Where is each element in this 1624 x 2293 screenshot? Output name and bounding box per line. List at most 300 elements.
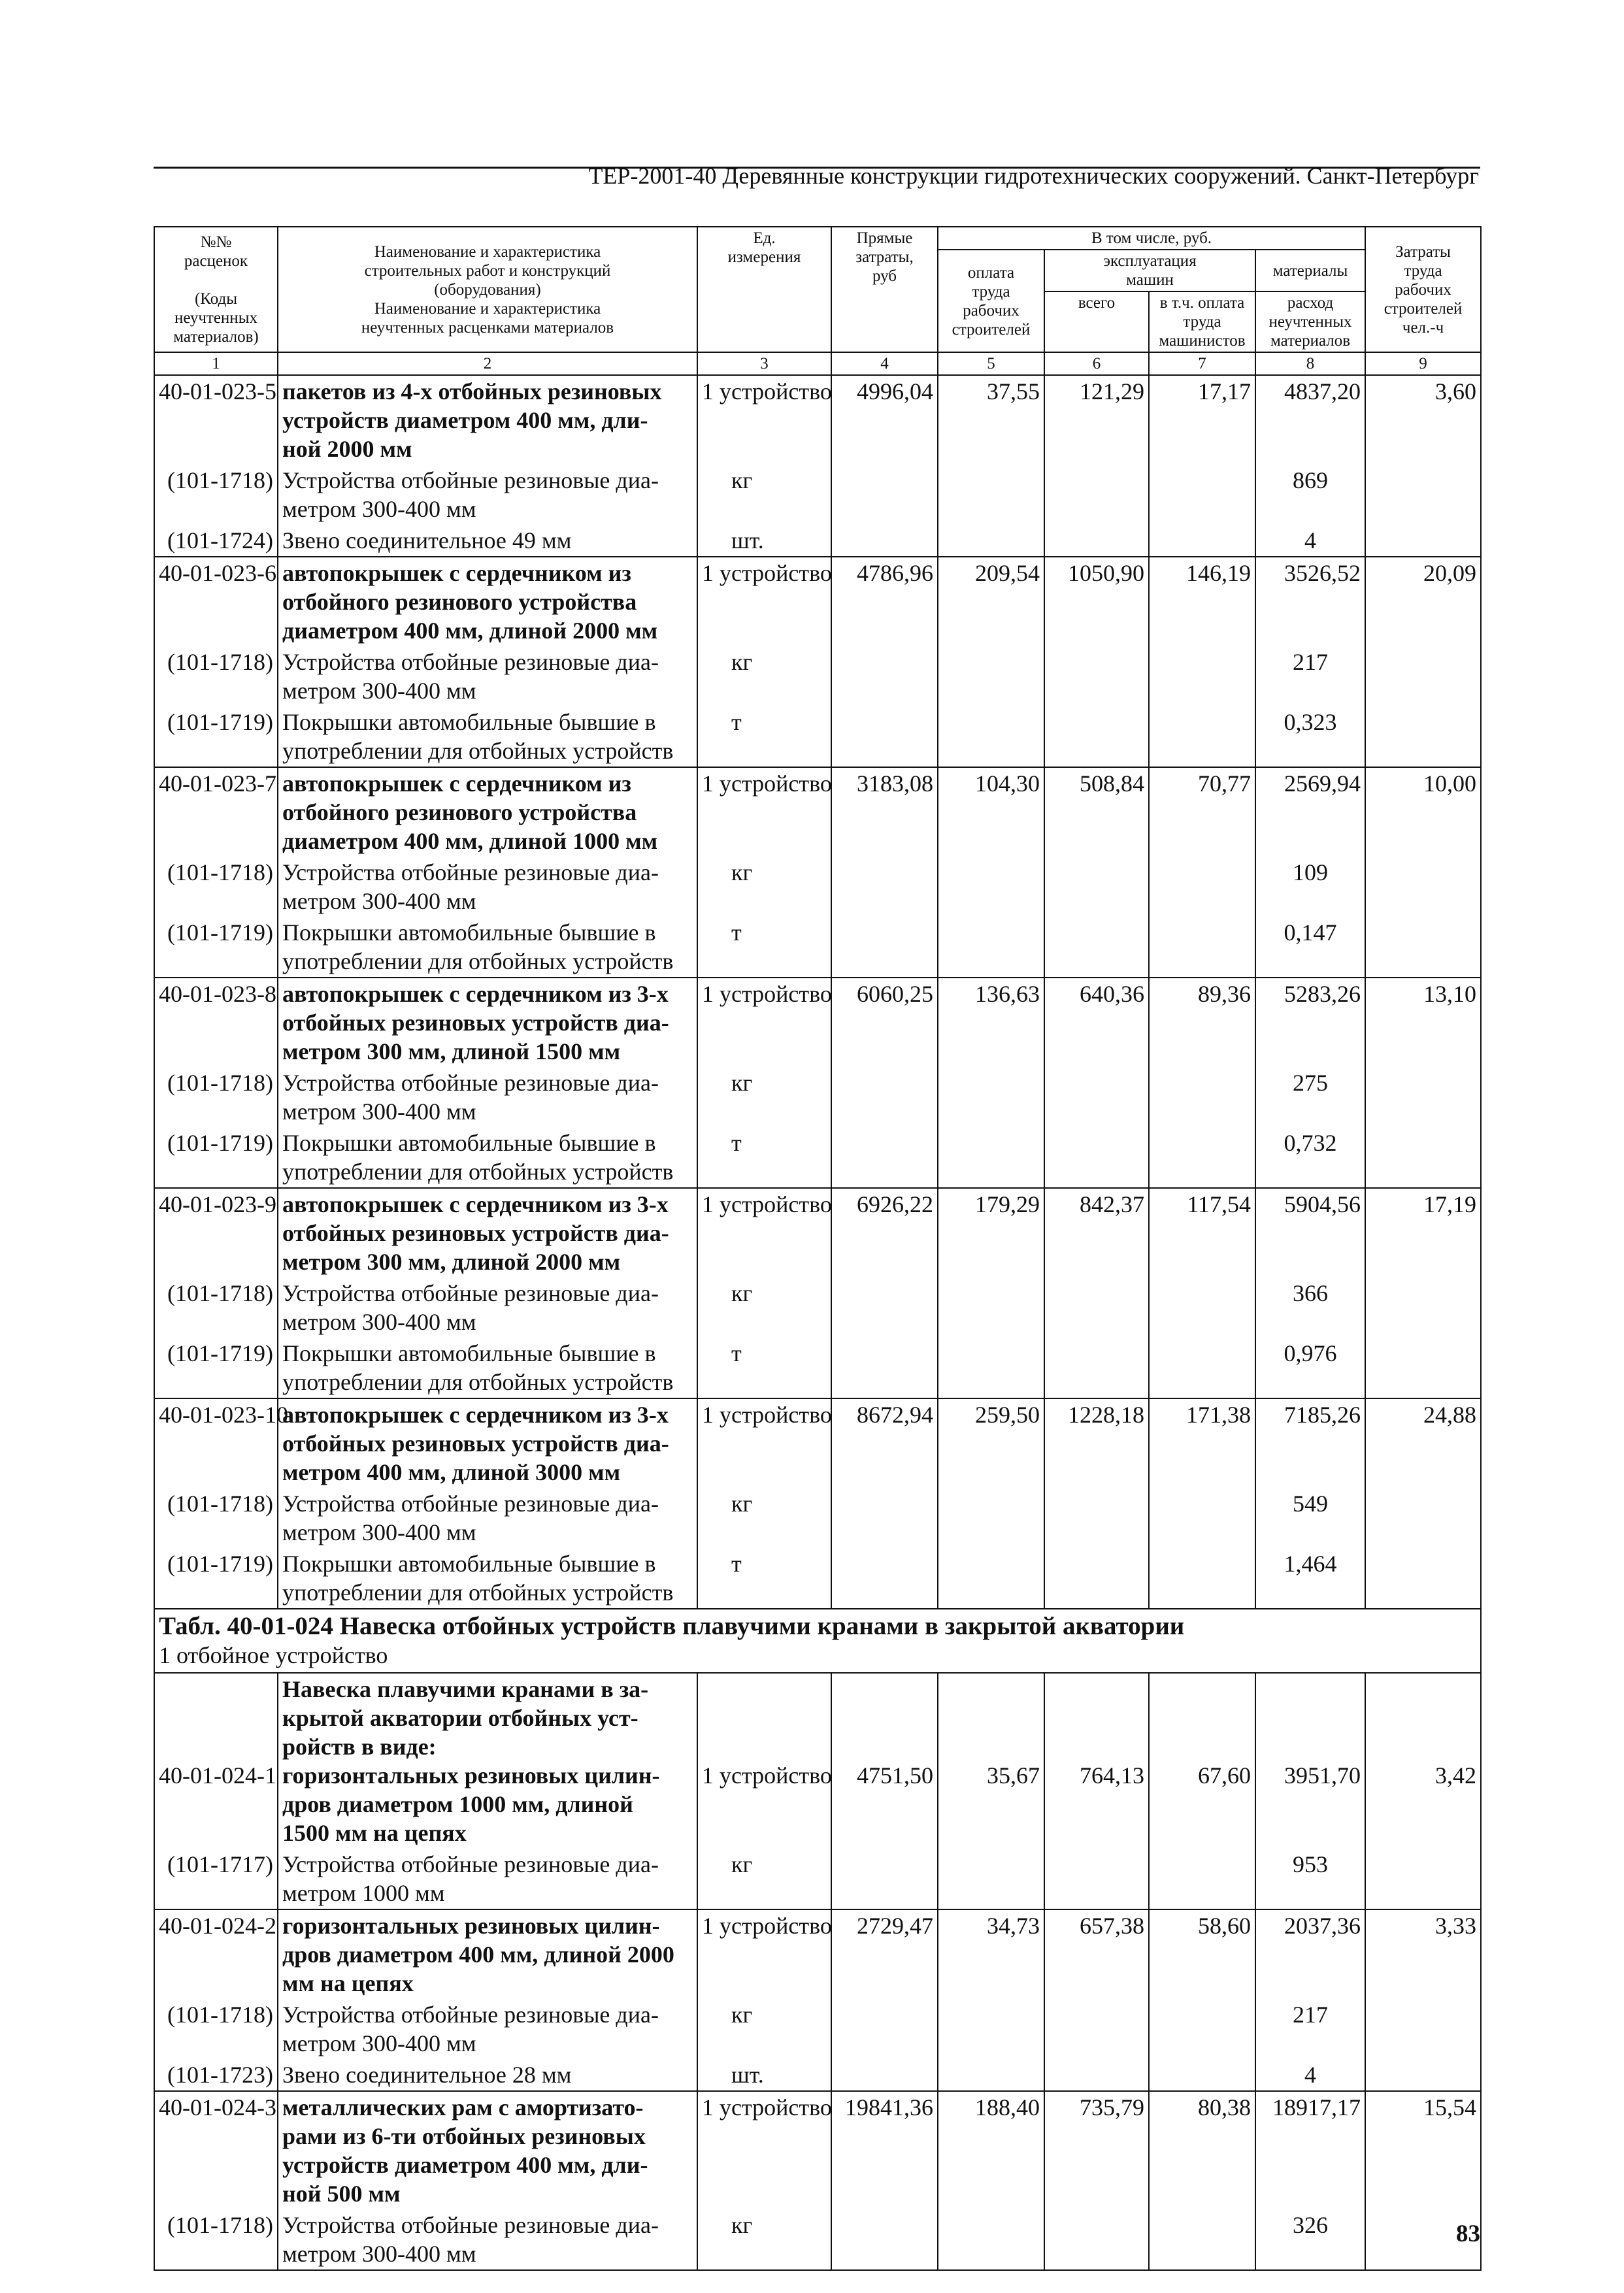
material-row bbox=[154, 525, 1481, 557]
rate-row bbox=[154, 1909, 1481, 1999]
empty-cell bbox=[1149, 1849, 1255, 1909]
spacer bbox=[942, 1675, 1040, 1704]
spacer bbox=[1260, 1704, 1361, 1732]
value: 4837,20 bbox=[1284, 378, 1361, 404]
labor-hours bbox=[1365, 375, 1481, 465]
value: 640,36 bbox=[1080, 981, 1144, 1007]
empty-cell bbox=[1044, 1999, 1149, 2059]
value: 3526,52 bbox=[1284, 560, 1361, 586]
col-mat-qty-header bbox=[1255, 291, 1365, 352]
spacer bbox=[157, 271, 275, 289]
running-header: ТЕР-2001-40 Деревянные конструкции гидротехнических сооружений. Санкт-Петербург bbox=[588, 163, 1479, 189]
text-line: материалов) bbox=[173, 328, 259, 346]
material-unit: т bbox=[697, 1127, 831, 1188]
material-row bbox=[154, 646, 1481, 706]
text-line: диаметром 400 мм, длиной 1000 мм bbox=[282, 828, 658, 854]
text-line: ной 2000 мм bbox=[282, 436, 412, 462]
spacer bbox=[1049, 1704, 1144, 1732]
empty-cell bbox=[1149, 1338, 1255, 1398]
material-qty: 1,464 bbox=[1255, 1548, 1365, 1609]
code-text: 40-01-024-1 bbox=[159, 1762, 276, 1789]
rate-name bbox=[278, 1188, 697, 1278]
empty-cell bbox=[1365, 857, 1481, 917]
material-qty: 0,976 bbox=[1255, 1338, 1365, 1398]
material-unit: шт. bbox=[697, 525, 831, 557]
empty-cell bbox=[1149, 2059, 1255, 2091]
col-number: 3 bbox=[697, 352, 831, 375]
machinist-wage bbox=[1149, 2091, 1255, 2209]
material-code: (101-1718) bbox=[154, 2209, 278, 2270]
material-qty: 4 bbox=[1255, 2059, 1365, 2091]
col-number: 8 bbox=[1255, 352, 1365, 375]
text-line: Прямые bbox=[856, 229, 913, 247]
direct-cost bbox=[831, 1909, 938, 1999]
text-line: строителей bbox=[952, 320, 1031, 338]
direct-cost bbox=[831, 2091, 938, 2209]
direct-cost bbox=[831, 1188, 938, 1278]
empty-cell bbox=[831, 2059, 938, 2091]
text-line: Устройства отбойные резиновые диа- bbox=[282, 1851, 659, 1877]
spacer bbox=[702, 1732, 827, 1761]
table-title-cell bbox=[154, 1609, 1481, 1673]
worker-wage bbox=[938, 1909, 1044, 1999]
empty-cell bbox=[831, 857, 938, 917]
value: 7185,26 bbox=[1284, 1402, 1361, 1428]
rate-unit bbox=[697, 1673, 831, 1849]
value: 1 устройство bbox=[702, 981, 832, 1007]
col-number: 6 bbox=[1044, 352, 1149, 375]
text-line: Устройства отбойные резиновые диа- bbox=[282, 1280, 659, 1306]
material-row bbox=[154, 465, 1481, 525]
text-line: употреблении для отбойных устройств bbox=[282, 1159, 674, 1185]
text-line: дров диаметром 400 мм, длиной 2000 bbox=[282, 1941, 674, 1968]
material-code: (101-1719) bbox=[154, 1127, 278, 1188]
header-row-1 bbox=[154, 227, 1481, 250]
material-qty: 109 bbox=[1255, 857, 1365, 917]
rate-name bbox=[278, 2091, 697, 2209]
direct-cost bbox=[831, 1398, 938, 1488]
value: 3,42 bbox=[1435, 1762, 1477, 1789]
text-line: расход bbox=[1287, 294, 1334, 312]
spacer bbox=[836, 1732, 933, 1761]
value: 136,63 bbox=[975, 981, 1040, 1007]
col-number: 2 bbox=[278, 352, 697, 375]
empty-cell bbox=[1044, 917, 1149, 978]
empty-cell bbox=[831, 706, 938, 767]
value: 1 устройство bbox=[702, 2094, 832, 2120]
text-line: метром 300 мм, длиной 2000 мм bbox=[282, 1249, 621, 1275]
col-wage-header bbox=[938, 250, 1044, 352]
material-name bbox=[278, 706, 697, 767]
value: 508,84 bbox=[1080, 770, 1144, 797]
material-name bbox=[278, 525, 697, 557]
rates-table bbox=[154, 226, 1482, 2271]
table-header bbox=[154, 227, 1481, 375]
text-line: дров диаметром 1000 мм, длиной bbox=[282, 1791, 633, 1817]
rate-row bbox=[154, 978, 1481, 1067]
value: 4786,96 bbox=[857, 560, 933, 586]
text-line: (оборудования) bbox=[434, 280, 541, 299]
value: 6926,22 bbox=[857, 1191, 933, 1217]
spacer bbox=[836, 1675, 933, 1704]
empty-cell bbox=[1044, 646, 1149, 706]
text-line: Покрышки автомобильные бывшие в bbox=[282, 919, 656, 946]
text-line: устройств диаметром 400 мм, дли- bbox=[282, 2152, 648, 2178]
col-number: 4 bbox=[831, 352, 938, 375]
material-row bbox=[154, 1488, 1481, 1548]
spacer bbox=[1260, 1675, 1361, 1704]
rate-code bbox=[154, 1673, 278, 1849]
text-line: оплата bbox=[967, 263, 1015, 282]
material-code: (101-1717) bbox=[154, 1849, 278, 1909]
material-code: (101-1718) bbox=[154, 646, 278, 706]
empty-cell bbox=[1365, 1849, 1481, 1909]
empty-cell bbox=[1149, 1999, 1255, 2059]
value: 67,60 bbox=[1198, 1762, 1251, 1789]
rate-code: 40-01-023-9 bbox=[154, 1188, 278, 1278]
rate-code: 40-01-023-10 bbox=[154, 1398, 278, 1488]
empty-cell bbox=[938, 1067, 1044, 1127]
page-number: 83 bbox=[1456, 2220, 1480, 2247]
value: 8672,94 bbox=[857, 1402, 933, 1428]
empty-cell bbox=[831, 525, 938, 557]
rate-name bbox=[278, 1909, 697, 1999]
machine-cost bbox=[1044, 375, 1149, 465]
empty-cell bbox=[1044, 1488, 1149, 1548]
spacer bbox=[1370, 1732, 1476, 1761]
text-line: крытой акватории отбойных уст- bbox=[282, 1705, 638, 1731]
material-cost bbox=[1255, 767, 1365, 857]
text-line: Ед. bbox=[753, 229, 776, 247]
text-line: Устройства отбойные резиновые диа- bbox=[282, 2002, 659, 2028]
material-row bbox=[154, 2209, 1481, 2270]
text-line: метром 300-400 мм bbox=[282, 2030, 476, 2056]
material-qty: 549 bbox=[1255, 1488, 1365, 1548]
value: 259,50 bbox=[975, 1402, 1040, 1428]
spacer bbox=[702, 1704, 827, 1732]
text-line: труда bbox=[1183, 313, 1221, 331]
direct-cost bbox=[831, 978, 938, 1067]
text-line: горизонтальных резиновых цилин- bbox=[282, 1913, 660, 1939]
rate-row bbox=[154, 2091, 1481, 2209]
material-qty: 0,147 bbox=[1255, 917, 1365, 978]
text-line: измерения bbox=[727, 248, 801, 266]
material-unit: т bbox=[697, 1338, 831, 1398]
empty-cell bbox=[1044, 2059, 1149, 2091]
rate-code: 40-01-023-6 bbox=[154, 557, 278, 646]
material-qty: 0,732 bbox=[1255, 1127, 1365, 1188]
header-row-numbers bbox=[154, 352, 1481, 375]
material-qty: 275 bbox=[1255, 1067, 1365, 1127]
text-line: употреблении для отбойных устройств bbox=[282, 1579, 674, 1606]
material-unit: т bbox=[697, 917, 831, 978]
value: 842,37 bbox=[1080, 1191, 1144, 1217]
text-line: метром 300-400 мм bbox=[282, 1309, 476, 1335]
text-line: метром 300-400 мм bbox=[282, 1519, 476, 1545]
worker-wage bbox=[938, 375, 1044, 465]
spacer bbox=[942, 1732, 1040, 1761]
value: 4996,04 bbox=[857, 378, 933, 404]
material-cost bbox=[1255, 1398, 1365, 1488]
value: 3951,70 bbox=[1284, 1762, 1361, 1789]
empty-cell bbox=[938, 1849, 1044, 1909]
text-line: мм на цепях bbox=[282, 1970, 414, 1996]
text-line: рабочих bbox=[1395, 280, 1451, 299]
header-rule bbox=[154, 167, 1480, 169]
material-name bbox=[278, 1849, 697, 1909]
empty-cell bbox=[1044, 1127, 1149, 1188]
text-line: труда bbox=[972, 282, 1010, 301]
material-code: (101-1723) bbox=[154, 2059, 278, 2091]
col-number: 9 bbox=[1365, 352, 1481, 375]
rate-row bbox=[154, 767, 1481, 857]
material-code: (101-1724) bbox=[154, 525, 278, 557]
empty-cell bbox=[831, 917, 938, 978]
text-line: отбойных резиновых устройств диа- bbox=[282, 1430, 669, 1457]
empty-cell bbox=[1044, 525, 1149, 557]
text-line: Устройства отбойные резиновые диа- bbox=[282, 859, 659, 885]
spacer bbox=[1370, 1704, 1476, 1732]
value: 104,30 bbox=[975, 770, 1040, 797]
rate-code: 40-01-023-7 bbox=[154, 767, 278, 857]
value: 20,09 bbox=[1423, 560, 1477, 586]
rate-name bbox=[278, 767, 697, 857]
material-unit: кг bbox=[697, 1278, 831, 1338]
value: 146,19 bbox=[1186, 560, 1251, 586]
material-qty: 4 bbox=[1255, 525, 1365, 557]
empty-cell bbox=[831, 1127, 938, 1188]
text-line: метром 300-400 мм bbox=[282, 496, 476, 522]
value: 34,73 bbox=[987, 1913, 1040, 1939]
text-line: Устройства отбойные резиновые диа- bbox=[282, 2212, 659, 2238]
col-direct-header bbox=[831, 227, 938, 352]
text-line: материалов bbox=[1270, 332, 1351, 350]
text-line: Покрышки автомобильные бывшие в bbox=[282, 1340, 656, 1366]
material-unit: кг bbox=[697, 1067, 831, 1127]
value: 58,60 bbox=[1198, 1913, 1251, 1939]
text-line: строителей bbox=[1384, 299, 1463, 318]
text-line: Навеска плавучими кранами в за- bbox=[282, 1676, 649, 1702]
direct-cost bbox=[831, 375, 938, 465]
worker-wage bbox=[938, 1673, 1044, 1849]
worker-wage bbox=[938, 2091, 1044, 2209]
value: 19841,36 bbox=[845, 2094, 933, 2120]
spacer bbox=[942, 1704, 1040, 1732]
text-line: Наименование и характеристика bbox=[374, 299, 601, 318]
empty-cell bbox=[831, 646, 938, 706]
text-line: Устройства отбойные резиновые диа- bbox=[282, 1491, 659, 1517]
machinist-wage bbox=[1149, 978, 1255, 1067]
rate-unit bbox=[697, 1398, 831, 1488]
empty-cell bbox=[1365, 1067, 1481, 1127]
material-name bbox=[278, 1999, 697, 2059]
text-line: диаметром 400 мм, длиной 2000 мм bbox=[282, 618, 658, 644]
text-line: Звено соединительное 49 мм bbox=[282, 527, 572, 553]
empty-cell bbox=[1365, 1278, 1481, 1338]
col-number: 1 bbox=[154, 352, 278, 375]
material-code: (101-1719) bbox=[154, 1338, 278, 1398]
empty-cell bbox=[1149, 2209, 1255, 2270]
machine-cost bbox=[1044, 2091, 1149, 2209]
text-line: Наименование и характеристика bbox=[374, 242, 601, 261]
value: 6060,25 bbox=[857, 981, 933, 1007]
spacer bbox=[702, 1675, 827, 1704]
spacer bbox=[159, 1732, 273, 1761]
empty-cell bbox=[1044, 1338, 1149, 1398]
material-name bbox=[278, 2059, 697, 2091]
labor-hours bbox=[1365, 557, 1481, 646]
empty-cell bbox=[1149, 706, 1255, 767]
text-line: горизонтальных резиновых цилин- bbox=[282, 1762, 660, 1789]
text-line: пакетов из 4-х отбойных резиновых bbox=[282, 378, 662, 404]
empty-cell bbox=[1044, 706, 1149, 767]
empty-cell bbox=[831, 1849, 938, 1909]
text-line: отбойного резинового устройства bbox=[282, 799, 637, 825]
empty-cell bbox=[938, 465, 1044, 525]
material-code: (101-1718) bbox=[154, 857, 278, 917]
labor-hours bbox=[1365, 2091, 1481, 2209]
text-line: ной 500 мм bbox=[282, 2181, 401, 2207]
worker-wage bbox=[938, 978, 1044, 1067]
machinist-wage bbox=[1149, 1909, 1255, 1999]
material-name bbox=[278, 2209, 697, 2270]
worker-wage bbox=[938, 767, 1044, 857]
text-line: Покрышки автомобильные бывшие в bbox=[282, 709, 656, 735]
value: 80,38 bbox=[1198, 2094, 1251, 2120]
value: 35,67 bbox=[987, 1762, 1040, 1789]
material-unit: кг bbox=[697, 857, 831, 917]
text-line: Звено соединительное 28 мм bbox=[282, 2062, 572, 2088]
value: 1 устройство bbox=[702, 1762, 832, 1789]
empty-cell bbox=[1044, 1067, 1149, 1127]
rate-unit bbox=[697, 2091, 831, 2209]
value: 188,40 bbox=[975, 2094, 1040, 2120]
value: 10,00 bbox=[1423, 770, 1477, 797]
material-row bbox=[154, 1548, 1481, 1609]
rate-row bbox=[154, 1673, 1481, 1849]
rate-name bbox=[278, 978, 697, 1067]
rate-code: 40-01-024-3 bbox=[154, 2091, 278, 2209]
value: 1 устройство bbox=[702, 378, 832, 404]
machine-cost bbox=[1044, 978, 1149, 1067]
text-line: отбойных резиновых устройств диа- bbox=[282, 1010, 669, 1036]
direct-cost bbox=[831, 557, 938, 646]
text-line: Покрышки автомобильные бывшие в bbox=[282, 1551, 656, 1577]
machinist-wage bbox=[1149, 767, 1255, 857]
labor-hours bbox=[1365, 1188, 1481, 1278]
material-qty: 366 bbox=[1255, 1278, 1365, 1338]
empty-cell bbox=[938, 2209, 1044, 2270]
col-unit-header bbox=[697, 227, 831, 352]
rate-unit bbox=[697, 767, 831, 857]
text-line: чел.-ч bbox=[1402, 318, 1444, 337]
text-line: №№ bbox=[200, 233, 232, 251]
spacer bbox=[1260, 1732, 1361, 1761]
empty-cell bbox=[1365, 2059, 1481, 2091]
rate-unit bbox=[697, 557, 831, 646]
text-line: труда bbox=[1404, 261, 1442, 280]
col-mach-total-header: всего bbox=[1044, 291, 1149, 352]
material-row bbox=[154, 1067, 1481, 1127]
material-qty: 869 bbox=[1255, 465, 1365, 525]
text-line: метром 1000 мм bbox=[282, 1880, 445, 1906]
material-qty: 217 bbox=[1255, 1999, 1365, 2059]
value: 1 устройство bbox=[702, 770, 832, 797]
value: 171,38 bbox=[1186, 1402, 1251, 1428]
empty-cell bbox=[831, 1488, 938, 1548]
value: 1 устройство bbox=[702, 1402, 832, 1428]
value: 3183,08 bbox=[857, 770, 933, 797]
material-row bbox=[154, 1999, 1481, 2059]
empty-cell bbox=[1044, 1278, 1149, 1338]
material-qty: 953 bbox=[1255, 1849, 1365, 1909]
material-name bbox=[278, 1127, 697, 1188]
value: 1 устройство bbox=[702, 1191, 832, 1217]
value: 89,36 bbox=[1198, 981, 1251, 1007]
value: 2729,47 bbox=[857, 1913, 933, 1939]
material-code: (101-1718) bbox=[154, 1999, 278, 2059]
text-line: метром 300 мм, длиной 1500 мм bbox=[282, 1038, 621, 1064]
value: 1050,90 bbox=[1068, 560, 1144, 586]
value: 5283,26 bbox=[1284, 981, 1361, 1007]
text-line: автопокрышек с сердечником из bbox=[282, 770, 631, 797]
material-cost bbox=[1255, 1673, 1365, 1849]
material-unit: кг bbox=[697, 1849, 831, 1909]
material-name bbox=[278, 1488, 697, 1548]
empty-cell bbox=[938, 917, 1044, 978]
machinist-wage bbox=[1149, 375, 1255, 465]
material-row bbox=[154, 917, 1481, 978]
rate-row bbox=[154, 375, 1481, 465]
empty-cell bbox=[1044, 1548, 1149, 1609]
empty-cell bbox=[831, 1278, 938, 1338]
col-mach-wage-header bbox=[1149, 291, 1255, 352]
col-number: 5 bbox=[938, 352, 1044, 375]
text-line: расценок bbox=[184, 252, 248, 270]
material-unit: т bbox=[697, 1548, 831, 1609]
direct-cost bbox=[831, 1673, 938, 1849]
machine-cost bbox=[1044, 1398, 1149, 1488]
material-row bbox=[154, 706, 1481, 767]
material-unit: кг bbox=[697, 1999, 831, 2059]
empty-cell bbox=[831, 1548, 938, 1609]
empty-cell bbox=[1365, 1127, 1481, 1188]
text-line: затраты, bbox=[855, 248, 914, 266]
material-row bbox=[154, 2059, 1481, 2091]
empty-cell bbox=[1044, 2209, 1149, 2270]
empty-cell bbox=[831, 2209, 938, 2270]
value: 3,33 bbox=[1435, 1913, 1477, 1939]
material-qty: 217 bbox=[1255, 646, 1365, 706]
spacer bbox=[1153, 1675, 1251, 1704]
text-line: ройств в виде: bbox=[282, 1734, 437, 1760]
labor-hours bbox=[1365, 978, 1481, 1067]
material-name bbox=[278, 1278, 697, 1338]
material-cost bbox=[1255, 1909, 1365, 1999]
material-code: (101-1719) bbox=[154, 706, 278, 767]
col-group-header: В том числе, руб. bbox=[938, 227, 1365, 250]
material-code: (101-1718) bbox=[154, 1488, 278, 1548]
material-code: (101-1718) bbox=[154, 465, 278, 525]
material-code: (101-1719) bbox=[154, 1548, 278, 1609]
material-unit: кг bbox=[697, 465, 831, 525]
empty-cell bbox=[1149, 917, 1255, 978]
value: 121,29 bbox=[1080, 378, 1144, 404]
empty-cell bbox=[1149, 1127, 1255, 1188]
material-unit: кг bbox=[697, 1488, 831, 1548]
empty-cell bbox=[1149, 1548, 1255, 1609]
text-line: метром 400 мм, длиной 3000 мм bbox=[282, 1459, 621, 1485]
